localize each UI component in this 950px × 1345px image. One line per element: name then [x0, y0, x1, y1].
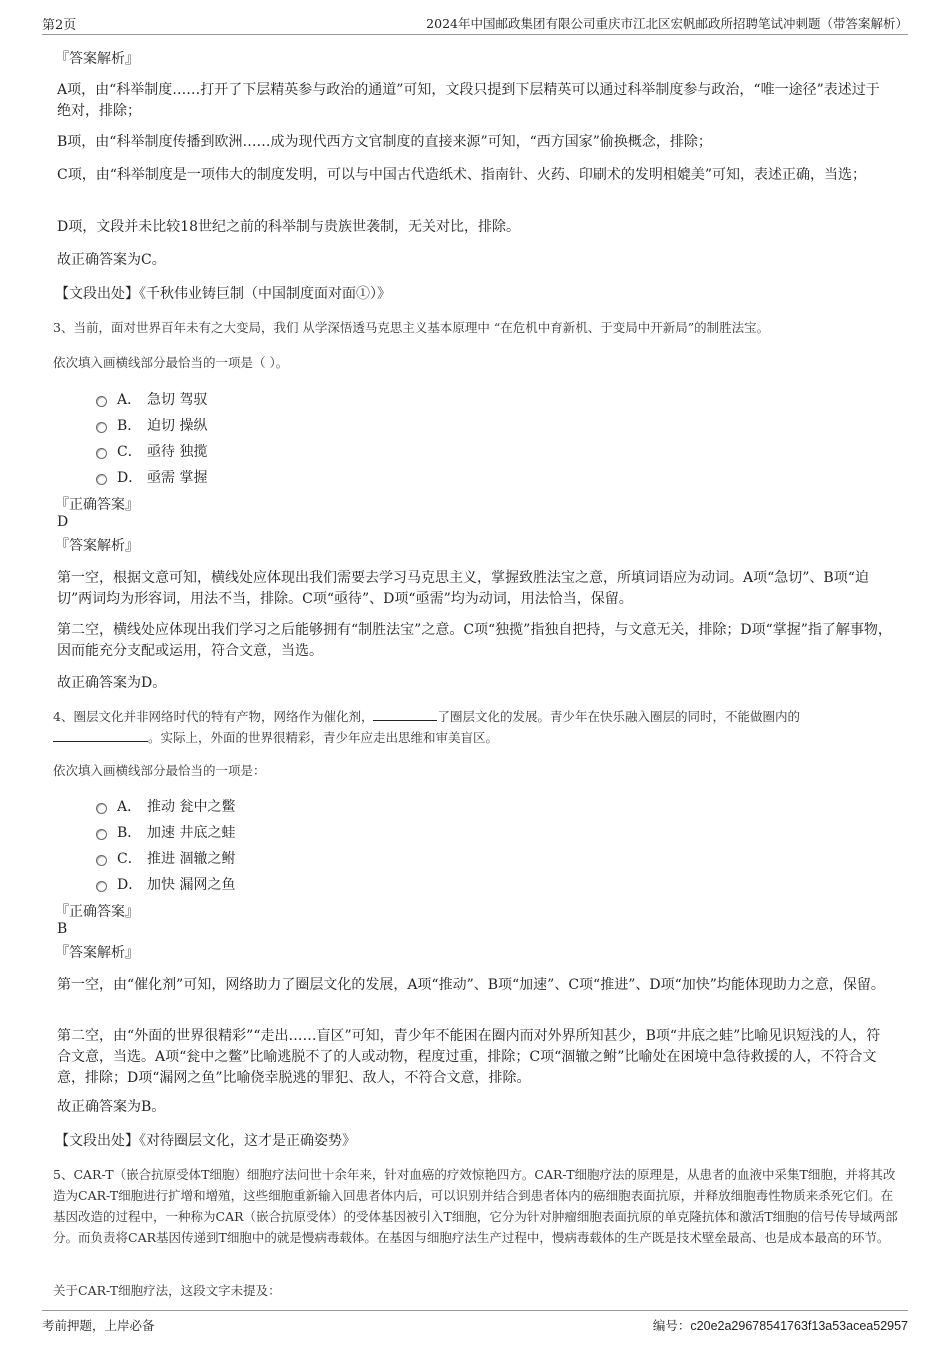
- question-3-analysis-1: 第一空，根据文意可知，横线处应体现出我们需要去学习马克思主义，掌握致胜法宝之意，所填词语应为动词。A项“急切”、B项“迫切”两词均为形容词，用法不当，排除。C项“亟待”、D项“亟需”均为动词，用法恰当，保留。: [57, 570, 869, 607]
- radio-icon[interactable]: [96, 396, 107, 407]
- correct-answer-label: 『正确答案』: [55, 497, 139, 513]
- document-title: 2024年中国邮政集团有限公司重庆市江北区宏帆邮政所招聘笔试冲刺题（带答案解析）: [426, 16, 908, 31]
- correct-answer: D: [57, 514, 69, 530]
- question-4-prompt: 依次填入画横线部分最恰当的一项是：: [53, 763, 266, 778]
- question-3-option-c[interactable]: C． 亟待 独揽: [96, 441, 207, 461]
- question-4-stem: 4、圈层文化并非网络时代的特有产物，网络作为催化剂， 了圈层文化的发展。青少年在快乐融入圈层的同时，不能做圈内的 。实际上，外面的世界很精彩，青少年应走出思维和审美盲区。: [53, 706, 903, 748]
- radio-icon[interactable]: [96, 829, 107, 840]
- analysis-conclusion: 故正确答案为C。: [57, 252, 166, 268]
- correct-answer: B: [57, 921, 68, 937]
- blank-2: [53, 727, 148, 742]
- question-3-analysis-2: 第二空，横线处应体现出我们学习之后能够拥有“制胜法宝”之意。C项“独揽”指独自把持，与文意无关，排除；D项“掌握”指了解事物，因而能充分支配或运用，符合文意，当选。: [57, 622, 892, 659]
- question-3-prompt: 依次填入画横线部分最恰当的一项是（ ）。: [53, 355, 289, 370]
- analysis-label: 『答案解析』: [55, 51, 139, 67]
- question-4-analysis-1: 第一空，由“催化剂”可知，网络助力了圈层文化的发展，A项“推动”、B项“加速”、C项“推进”、D项“加快”均能体现助力之意，保留。: [57, 977, 885, 993]
- page-header: [42, 12, 908, 35]
- radio-icon[interactable]: [96, 803, 107, 814]
- footer-motto: 考前押题，上岸必备: [42, 1318, 155, 1333]
- analysis-label: 『答案解析』: [55, 538, 139, 554]
- source-citation: 【文段出处】《对待圈层文化，这才是正确姿势》: [55, 1133, 356, 1149]
- correct-answer-label: 『正确答案』: [55, 904, 139, 920]
- analysis-paragraph-c: C项，由“科举制度是一项伟大的制度发明，可以与中国古代造纸术、指南针、火药、印刷术的发明相媲美”可知，表述正确，当选；: [57, 167, 867, 183]
- document-code: 编号：c20e2a29678541763f13a53acea52957: [652, 1318, 908, 1333]
- radio-icon[interactable]: [96, 422, 107, 433]
- blank-1: [373, 706, 437, 721]
- question-3-option-b[interactable]: B． 迫切 操纵: [96, 415, 207, 435]
- question-4-option-d[interactable]: D． 加快 漏网之鱼: [96, 874, 235, 894]
- page-number: 第2页: [42, 18, 77, 33]
- question-3-conclusion: 故正确答案为D。: [57, 675, 167, 691]
- radio-icon[interactable]: [96, 881, 107, 892]
- source-citation: 【文段出处】《千秋伟业铸巨制（中国制度面对面①）》: [55, 286, 391, 302]
- analysis-label: 『答案解析』: [55, 945, 139, 961]
- question-5-stem: 5、CAR-T（嵌合抗原受体T细胞）细胞疗法问世十余年来，针对血癌的疗效惊艳四方。CAR-T细胞疗法的原理是，从患者的血液中采集T细胞，并将其改造为CAR-T细胞进行扩增和增殖，这些细胞重新输入回患者体内后，可以识别并结合到患者体内的癌细胞表面抗原，并释放细胞毒性物质来杀死它们。在基因改造的过程中，一种称为CAR（嵌合抗原受体）的受体基因被引入T细胞，它分为针对肿瘤细胞表面抗原的单克隆抗体和激活T细胞的信号传导域两部分。而负责将CAR基因传递到T细胞中的就是慢病毒载体。在基因与细胞疗法生产过程中，慢病毒载体的生产既是技术壁垒最高、也是成本最高的环节。: [53, 1167, 898, 1245]
- question-4-option-a[interactable]: A． 推动 瓮中之鳖: [96, 796, 235, 816]
- question-5-prompt: 关于CAR-T细胞疗法，这段文字未提及：: [53, 1283, 281, 1298]
- analysis-paragraph-b: B项，由“科举制度传播到欧洲……成为现代西方文官制度的直接来源”可知，“西方国家”偷换概念，排除；: [57, 134, 712, 150]
- analysis-paragraph-d: D项，文段并未比较18世纪之前的科举制与贵族世袭制，无关对比，排除。: [57, 219, 521, 235]
- question-4-conclusion: 故正确答案为B。: [57, 1099, 166, 1115]
- question-4-analysis-2: 第二空，由“外面的世界很精彩”“走出……盲区”可知，青少年不能困在圈内而对外界所知甚少，B项“井底之蛙”比喻见识短浅的人，符合文意，当选。A项“瓮中之鳖”比喻逃脱不了的人或动物，程度过重，排除；C项“涸辙之鲋”比喻处在困境中急待救援的人，不符合文意，排除；D项“漏网之鱼”比喻侥幸脱逃的罪犯、敌人，不符合文意，排除。: [57, 1028, 881, 1086]
- question-4-option-c[interactable]: C． 推进 涸辙之鲋: [96, 848, 235, 868]
- question-3-option-a[interactable]: A． 急切 驾驭: [96, 389, 207, 409]
- question-3-stem: 3、当前，面对世界百年未有之大变局，我们 从学深悟透马克思主义基本原理中 “在危机中育新机、于变局中开新局”的制胜法宝。: [53, 320, 770, 335]
- radio-icon[interactable]: [96, 474, 107, 485]
- page-footer: [42, 1310, 908, 1337]
- radio-icon[interactable]: [96, 855, 107, 866]
- analysis-paragraph-a: A项，由“科举制度……打开了下层精英参与政治的通道”可知，文段只提到下层精英可以通过科举制度参与政治，“唯一途径”表述过于绝对，排除；: [57, 82, 880, 119]
- question-3-option-d[interactable]: D． 亟需 掌握: [96, 467, 207, 487]
- question-4-option-b[interactable]: B． 加速 井底之蛙: [96, 822, 235, 842]
- radio-icon[interactable]: [96, 448, 107, 459]
